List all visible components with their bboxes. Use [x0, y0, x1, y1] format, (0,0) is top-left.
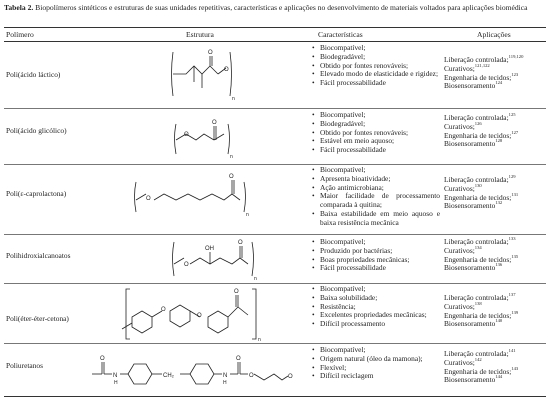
reference: 125	[508, 112, 516, 117]
reference: 132	[495, 200, 503, 206]
application-text: Liberação controlada;	[444, 293, 509, 302]
reference: 134	[474, 244, 482, 250]
svg-text:N: N	[223, 373, 228, 379]
list-item: • Produzido por bactérias;	[312, 247, 440, 256]
svg-text:O: O	[146, 196, 151, 202]
reference: 119,120	[508, 54, 524, 59]
reference: 126	[474, 120, 482, 126]
table-caption	[4, 3, 546, 13]
list-item: • Fácil processabilidade	[312, 264, 440, 273]
application-text: Liberação controlada;	[444, 113, 509, 122]
list-item: • Maior facilidade de processamento comparada à quitina;	[312, 192, 440, 210]
list-item: • Boas propriedades mecânicas;	[312, 256, 440, 265]
reference: 124	[495, 80, 503, 86]
row-divider	[4, 283, 546, 284]
application-text: Liberação controlada;	[444, 175, 509, 184]
row-divider	[4, 164, 546, 165]
application-text: Biosensoramento	[444, 139, 496, 149]
reference: 127	[511, 129, 519, 135]
reference: 137	[508, 292, 516, 297]
application-text: Curativos;	[444, 357, 475, 367]
applications-pu	[444, 350, 548, 385]
application-text: Liberação controlada;	[444, 237, 509, 246]
application-text: Biosensoramento	[444, 375, 496, 385]
reference: 136	[495, 262, 503, 268]
applications-peek	[444, 294, 548, 329]
list-item: • Apresenta bioatividade;	[312, 175, 440, 184]
list-item: • Obtido por fontes renováveis;	[312, 129, 440, 138]
characteristics-pga	[312, 111, 440, 155]
svg-text:O: O	[224, 67, 229, 73]
repeat-n-pga: n	[230, 154, 233, 160]
list-item: • Origem natural (óleo da mamona);	[312, 355, 440, 364]
list-item: • Fácil processabilidade	[312, 146, 440, 155]
list-item	[444, 320, 548, 329]
row-divider	[4, 234, 546, 235]
list-item: • Biocompatível;	[312, 111, 440, 120]
reference: 141	[508, 348, 516, 353]
application-text: Curativos;	[444, 183, 475, 193]
application-text: Engenharia de tecidos;	[444, 192, 512, 202]
header-characteristics: Características	[318, 30, 363, 39]
application-text: Curativos;	[444, 301, 475, 311]
svg-text:H: H	[223, 380, 227, 386]
list-item: • Ação antimicrobiana;	[312, 184, 440, 193]
svg-text:H: H	[114, 380, 118, 386]
reference: 128	[495, 138, 503, 144]
applications-pla	[444, 56, 548, 91]
application-text: Curativos;	[444, 245, 475, 255]
reference: 133	[508, 236, 516, 241]
reference: 131	[511, 191, 519, 197]
structure-pcl	[128, 166, 278, 224]
reference: 140	[495, 318, 503, 324]
characteristics-pla	[312, 44, 440, 88]
svg-text:O: O	[184, 262, 189, 268]
characteristics-pcl	[312, 166, 440, 228]
structure-pha	[128, 236, 278, 282]
list-item: • Estável em meio aquoso;	[312, 137, 440, 146]
reference: 129	[508, 174, 516, 179]
header-bottom-rule	[4, 41, 546, 42]
application-text: Liberação controlada;	[444, 55, 509, 64]
list-item: • Biocompatível;	[312, 346, 440, 355]
polymer-name-pha: Polihidroxialcanoatos	[6, 251, 71, 260]
characteristics-pu	[312, 346, 440, 381]
svg-text:O: O	[236, 356, 241, 362]
repeat-n-pha: n	[254, 276, 257, 282]
applications-pga	[444, 114, 548, 149]
caption-label: Tabela 2.	[4, 3, 34, 12]
list-item: • Biodegradável;	[312, 53, 440, 62]
svg-text:O: O	[161, 307, 166, 313]
reference: 144	[495, 374, 503, 380]
list-item: • Excelentes propriedades mecânicas;	[312, 311, 440, 320]
ch2-label: CH₂	[163, 373, 174, 379]
table-bottom-rule	[4, 396, 546, 397]
list-item	[444, 202, 548, 211]
characteristics-pha	[312, 238, 440, 273]
application-text: Biosensoramento	[444, 81, 496, 91]
list-item: • Obtido por fontes renováveis;	[312, 62, 440, 71]
applications-pha	[444, 238, 548, 273]
application-text: Biosensoramento	[444, 263, 496, 273]
application-text: Engenharia de tecidos;	[444, 366, 512, 376]
applications-pcl	[444, 176, 548, 211]
list-item: • Difícil reciclagem	[312, 372, 440, 381]
repeat-n-peek: n	[258, 337, 261, 343]
polymer-name-pu: Poliuretanos	[6, 361, 43, 370]
list-item: • Elevado modo de elasticidade e rigidez;	[312, 70, 440, 79]
row-divider	[4, 108, 546, 109]
svg-text:O: O	[234, 289, 239, 295]
reference: 130	[474, 182, 482, 188]
list-item: • Baixa estabilidade em meio aquoso e baixa resistência mecânica	[312, 210, 440, 228]
list-item: • Biodegradável;	[312, 120, 440, 129]
reference: 142	[474, 356, 482, 362]
reference: 143	[511, 365, 519, 371]
reference: 139	[511, 309, 519, 315]
reference: 123	[511, 71, 519, 77]
list-item	[444, 140, 548, 149]
structure-peek	[120, 285, 280, 343]
structure-pla	[168, 44, 258, 102]
caption-text: Biopolímeros sintéticos e estruturas de suas unidades repetitivas, características e aplicações no desenvolvimento de materiais voltados para aplicações biomédica	[33, 3, 528, 12]
reference: 135	[511, 253, 519, 259]
list-item: • Baixa solubilidade;	[312, 294, 440, 303]
reference: 121,122	[474, 62, 490, 68]
row-divider	[4, 343, 546, 344]
structure-pga	[168, 112, 258, 162]
application-text: Engenharia de tecidos;	[444, 254, 512, 264]
header-applications: Aplicações	[477, 30, 511, 39]
reference: 138	[474, 300, 482, 306]
list-item: • Fácil processabilidade	[312, 79, 440, 88]
application-text: Liberação controlada;	[444, 349, 509, 358]
svg-text:O: O	[229, 174, 234, 180]
application-text: Biosensoramento	[444, 319, 496, 329]
list-item	[444, 376, 548, 385]
svg-text:O: O	[184, 132, 189, 138]
list-item	[444, 264, 548, 273]
list-item: • Biocompatível;	[312, 238, 440, 247]
list-item	[444, 82, 548, 91]
list-item: • Biocompatível;	[312, 285, 440, 294]
svg-text:O: O	[100, 356, 105, 362]
list-item: • Flexível;	[312, 364, 440, 373]
polymer-name-pcl: Poli(ε-caprolactona)	[6, 189, 67, 198]
svg-text:O: O	[208, 50, 213, 56]
application-text: Curativos;	[444, 63, 475, 73]
svg-text:O: O	[238, 240, 243, 246]
list-item: • Resistência;	[312, 303, 440, 312]
svg-text:O: O	[288, 374, 293, 380]
polymer-name-peek: Poli(éter-éter-cetona)	[6, 314, 69, 323]
characteristics-peek	[312, 285, 440, 329]
svg-text:O: O	[249, 373, 254, 379]
list-item: • Biocompatível;	[312, 166, 440, 175]
repeat-n-pla: n	[232, 96, 235, 102]
application-text: Engenharia de tecidos;	[444, 310, 512, 320]
table-top-rule	[4, 27, 546, 28]
svg-text:O: O	[212, 120, 217, 126]
repeat-n-pcl: n	[246, 212, 249, 218]
polymer-name-pla: Poli(ácido láctico)	[6, 70, 61, 79]
structure-pu	[88, 346, 310, 396]
list-item: • Difícil processamento	[312, 320, 440, 329]
svg-text:N: N	[113, 373, 118, 379]
list-item: • Biocompatível;	[312, 44, 440, 53]
header-polymer: Polímero	[6, 30, 34, 39]
application-text: Engenharia de tecidos;	[444, 72, 512, 82]
hydroxyl-group-label: OH	[205, 246, 214, 252]
application-text: Biosensoramento	[444, 201, 496, 211]
header-structure: Estrutura	[186, 30, 214, 39]
polymer-name-pga: Poli(ácido glicólico)	[6, 126, 67, 135]
application-text: Engenharia de tecidos;	[444, 130, 512, 140]
svg-text:O: O	[197, 313, 202, 319]
application-text: Curativos;	[444, 121, 475, 131]
